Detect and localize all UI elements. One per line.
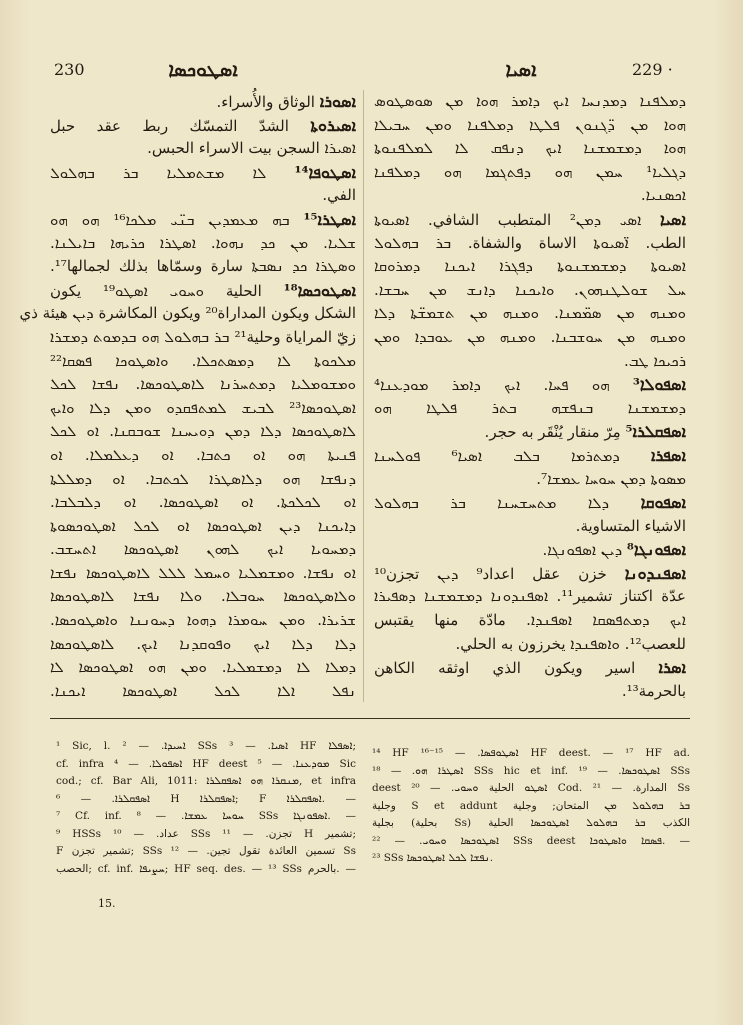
headword: ܐܣܦܢܕܘܢܐ	[624, 563, 686, 583]
footnote-rule	[50, 718, 690, 719]
headword: ܐܣܪܐ	[658, 658, 686, 678]
text-line: ܐܣܛܘܟܣܐ²³ ܠܒܝܫ ܠܡܬܦܩܕܘ ܘܡܢ ܕܠܐ ܘܐܝܟ	[50, 398, 356, 417]
column-divider	[363, 90, 364, 702]
text-line: ܗܘܐ ܕܡܫܡܫܢܐ ܐܝܟ ܕܢܦܩ ܠܐ ܠܡܠܦܢܘܬܐ	[374, 139, 686, 158]
text-line: الاشياء المتساوية.	[575, 516, 686, 535]
text-line	[374, 373, 686, 397]
line-text: ܗܘ ܦܚܐ. ܐܝܟ ܕܐܡܪ ܡܘܕܥܢܐ⁴	[374, 376, 633, 395]
line-text: مِرّ منقار يُنْقَر به حجر.	[484, 423, 626, 442]
headword: ܐܣܝܪܘܬܐ	[310, 115, 356, 135]
text-line: ܘܡܢܗ ܡܢ ܣܡ̈ܡܢܐ. ܘܡܢܗ ܡܢ ܬܫܡܫ̈ܬܐ ܕܠܐ	[374, 304, 686, 323]
text-line: ܕܓܠܝܐ¹ ܚܡܢ ܗܘ ܕܦܬܓܡܐ ܗܘ ܕܡܠܦܢܐ	[374, 162, 686, 181]
footnote-line: ²³ SSs ܢܦܫܐ ܠܟܠ ܐܣܛܘܟܣܐ.	[372, 852, 494, 864]
text-line: ܢܦܠ ܐܠܐ ܠܟܠ ܐܣܛܘܟܣܐ ܐܝܟܢܐ.	[50, 681, 356, 700]
text-line: عدّة اكتناز تشمير¹¹. ܐܣܦܢܕܘܢܐ ܕܡܫܡܫܢܐ ܕܣܦܝܪܐ	[374, 587, 686, 606]
footnote-line: F تشمير تجزن; SSs تسمين العائدة تقول تجين. — ¹² Ss	[56, 845, 357, 857]
headword: ܐܣܘܪܐ	[319, 92, 356, 111]
headword: ܐܣܛܪܐ¹⁵	[303, 209, 357, 229]
text-line: ܕܡܠܦܢܐ ܕܡܕܢܚܐ ܐܝܟ ܕܐܡܪ ܗܘܐ ܡܢ ܣܘܣܛܘܣ	[374, 92, 686, 110]
text-line	[374, 208, 686, 232]
headword: ܐܣܦܘܢܓܐ⁸	[626, 540, 686, 560]
page-number-left: 230	[54, 60, 85, 79]
text-line: ܡܠܟܘܬܐ ܠܐ ܕܡܣܬܟܠܐ. ܘܐܣܛܘܟܐ ܦܣܩܐ²²	[50, 351, 356, 370]
footnote-line: ܐܣܛܘܟܣܐ ܘܚܘܝ. — ²² SSs deest ܦܣܩܐ ܘܐܣܛܘܟܐ. —	[372, 834, 690, 847]
text-line: ܕܐܝܟܢܐ ܕܝܢ ܐܣܛܘܟܣܐ ܐܘ ܠܟܠ ܐܣܛܘܟܣܘܬܐ	[50, 516, 356, 535]
text-line: ܪܟܝܟܐ ܛܒ.	[624, 351, 686, 370]
right-column	[374, 90, 686, 703]
footnote-line: وجلية S et addunt ܒܪ ܒܗܠܘܠ ܡܢ المتحان; وجلية	[372, 799, 690, 812]
text-line: ܦܢܝܬܐ ܗܘ ܐܘ ܟܬܒܐ. ܐܘ ܕܥܠܡܠܐ. ܐܘ	[50, 445, 356, 464]
line-text: اسير ويكون الذي اوثقه الكاهن	[374, 659, 659, 678]
text-line	[374, 656, 686, 680]
text-line: بالحرمة¹³.	[621, 681, 686, 700]
headword: ܐܣܛܘܟܣܐ¹⁸	[283, 280, 356, 300]
running-title-left: ܐܣܛܘܟܣܐ	[168, 59, 238, 81]
line-text: خزن عقل اعداد⁹ ܕܝܢ تجزن¹⁰	[374, 564, 625, 583]
headword: ܐܣܦܩܠܪܐ⁵	[625, 422, 686, 442]
text-line: ܫܠܝܐ. ܡܢ ܟܕ ܢܗܘܐ. ܐܣܛܪܐ ܟܪܝܗܐ ܒܐܝܠܢܐ.	[50, 233, 356, 252]
text-line: ܐܝܟ ܕܡܬܦܣܩܐ ܐܣܦܢܕܐ. مادّة منها يقتبس	[374, 611, 686, 630]
footnote-line: ⁹ HSSs عداد. — ¹⁰ SSs تجزن. — ¹¹ H تشمير;	[56, 827, 357, 840]
footnote-line: الحصب; cf. inf. ܚܨܝܦܐ; HF seq. des. — ¹³ SSs بالحرم. —	[56, 862, 356, 875]
text-line: الشكل ويكون المداراة²⁰ ويكون المكاشرة ܕܝܢ هيئة ذي	[19, 304, 356, 323]
text-line: ܕܡܚܘܝܐ ܐܝܟ ܠܗܘܢ ܐܣܛܘܟܣܐ ܐܬܚܫܒ.	[50, 540, 356, 559]
text-line	[50, 90, 356, 114]
text-line: ܠܐܣܛܘܟܣܐ ܕܠܐ ܕܡܢ ܕܘܝܚܢܐ ܫܘܒܩܢܐ. ܐܘ ܠܟܠ	[50, 422, 356, 441]
text-line	[374, 562, 686, 586]
text-line: ܘܠܐܣܛܘܟܣܐ ܚܘܒܠܐ. ܘܠܐ ܢܦܫܐ ܠܐܣܛܘܟܣܐ	[50, 587, 356, 606]
text-line	[374, 491, 686, 515]
text-line: ܘܡܫܘܡܠܝܐ ܕܡܬܚܪܢܐ ܠܐܣܛܘܟܣܐ. ܢܦܫܐ ܠܟܠ	[50, 375, 356, 394]
headword: ܐܣܝܐ	[659, 209, 686, 229]
footnotes-left	[56, 738, 356, 878]
text-line: الفي.	[322, 186, 356, 205]
text-line	[374, 538, 686, 562]
footnote-line: deest ܐܣܛܘ الحلية ܘܚܘܝ. — ²⁰ Cod. المدارة. — ²¹ Ss	[372, 782, 690, 794]
text-line	[50, 114, 356, 138]
footnote-line: ⁷ Cf. inf. ܚܘܚܐ ܥܡܫܐ. — ⁸ SSs ܐܣܦܘܢܓܐ. —	[56, 810, 357, 822]
footnote-line: بجلية (بحلية Ss) الكذب ܒܪ ܒܗܠܘܠ ܐܣܛܘܟܣܐ الحلية	[372, 817, 691, 829]
text-line: ܕܡܠܐ ܠܐ ܕܡܫܡܠܝܐ. ܘܡܢ ܗܘ ܐܣܛܘܟܣܐ ܠܐ	[50, 658, 356, 677]
headword: ܐܣܦܘܩܐ	[640, 493, 686, 513]
running-title-right: ܐܣܝܐ	[505, 59, 537, 81]
line-text: الشدّ التمسّك ربط عقد حبل	[50, 116, 311, 135]
footnote-line: ¹ Sic, l. ܐܚܝܕܐ. — ² SSs ܐܣܝܐ. — ³ HF ܐܣܦܠܐ;	[56, 740, 357, 752]
text-line	[50, 279, 356, 303]
line-text: ܒܗ ܡܥܡܕܝܢ ܒܢ̈ܝ ܡܠܟܐ¹⁶ ܗܘ ܗܘ	[50, 210, 304, 229]
text-line: ܐܘ ܢܦܫܐ. ܘܡܫܡܠܝܐ ܘܚܡܠ ܠܠܠ ܠܐܣܛܘܟܣܐ ܢܦܫܐ	[50, 563, 356, 582]
headword: ܐܣܦܪܐ	[651, 445, 686, 465]
footnote-line: ¹⁴ HF ܐܣܛܘܦܣܐ. — ¹⁵⁻¹⁶ HF deest. — ¹⁷ HF ad.	[372, 747, 690, 759]
footnote-line: cf. infra ܐܣܦܘܠܐ. — ⁴ HF deest ܡܘܕܥܢܐ. — ⁵ Sic	[56, 757, 356, 770]
text-line	[50, 161, 356, 185]
text-line: للعصب¹². ܘܐܣܦܢܕܐ يخرزون به الحلي.	[455, 634, 686, 653]
line-text: الحلية ܘܚܘܝ ܐܣܛܘ¹⁹ يكون	[50, 281, 284, 300]
headword: ܐܣܛܘܦܐ¹⁴	[294, 162, 356, 182]
text-line: ܐܣܝܪܐ السجن بيت الاسراء الحبس.	[147, 139, 356, 158]
left-column	[19, 90, 357, 703]
headword: ܐܣܦܘܠܐ³	[632, 375, 686, 395]
line-text: ܐܣܝ ܕܡܢ² المتطبب الشافي. ܐܣܝܘܬܐ	[374, 210, 660, 229]
signature-mark: 15.	[98, 897, 116, 910]
text-line: ܗܘܐ ܡܢ ܕ̈ܓܢܘܢ ܦܠܛܐ ܕܡܠܦܢܐ ܘܡܢ ܚܒܝܠܐ	[374, 115, 686, 134]
text-line: ܘܡܢܗ ܡܢ ܚܘܫܒܢܐ. ܘܡܢܗ ܡܢ ܥܘܒܕܐ ܘܡܢ	[374, 327, 686, 346]
text-line: ܐܘ ܠܟܠܟܬܐ. ܐܘ ܐܣܛܘܟܣܐ. ܐܘ ܕܠܒܠܒܐ.	[50, 493, 356, 512]
text-line: ܫܪܝܪܐ. ܘܡܢ ܚܘܡܪܐ ܕܗܘܐ ܕܚܘܢܢܐ ܘܐܣܛܘܟܣܐ.	[50, 611, 356, 630]
line-text: ܕܝܢ ܐܣܦܘܢܓܐ.	[542, 541, 627, 560]
text-line: ܕܠܐ ܕܠܐ ܐܝܟ ܘܦܘܩܕܢܐ ܐܝܟ. ܠܐܣܛܘܟܣܐ	[50, 634, 356, 653]
text-line: ܡܣܘܬܐ ܕܡܢ ܚܘܚܐ ܥܡܫܐ⁷.	[536, 469, 686, 488]
text-line: ܐܟܣܢܝܐ.	[640, 186, 686, 205]
text-line: ܚܠ ܫܘܠܛܢܗܘܢ. ܘܐܝܟܢܐ ܕܐܢܫ ܡܢ ܚܒܫܐ.	[374, 280, 686, 299]
line-text: ܠܐ ܡܫܬܡܠܝܐ ܒܪ ܒܗܠܘܠ	[50, 163, 295, 182]
text-line	[374, 420, 686, 444]
text-line: زيّ المراياة وحلية²¹ ܒܪ ܒܗܠܘܠ ܗܘ ܒܕܡܘܬ ܕܡܫܪܐ	[50, 327, 356, 346]
text-line: الطب. ܐ̈ܣܝܘܬܐ الاساة والشفاة. ܒܪ ܒܗܠܘܠ	[374, 233, 686, 252]
footnote-line: cod.; cf. Bar Ali, 1011: ܡܢܩܪܐ ܗܘ ܐܣܦܩܠܪܐ, et infra	[56, 775, 356, 787]
footnotes-right	[372, 745, 690, 868]
page-number-right: 229 ·	[632, 60, 673, 79]
line-text: الوثاق والأُسراء.	[216, 93, 320, 111]
line-text: ܕܡܬܪܡܐ ܒܠܒ ܐܣܝܐ⁶ ܦܘܠܚܢܐ	[374, 446, 652, 465]
text-line	[50, 208, 356, 232]
text-line: ܕܢܦܫܐ ܗܘ ܕܠܐܣܛܪܐ ܠܟܬܒܐ. ܐܘ ܕܡܠܠܬܐ	[50, 469, 356, 488]
footnote-line: ܐܣܛܪܐ ܗܘ. — ¹⁸ SSs hic et inf. ܐܣܛܘܟܣܐ. — ¹⁹ SSs	[372, 764, 691, 777]
text-line: ܕܡܫܡܫܢܐ ܒܢܦܫܗ ܒܬܪ ܦܠܛܐ ܗܘ	[374, 398, 686, 417]
footnote-line: ܐܣܦܩܠܪܐ. — ⁶ H ܐܣܦܩܠܪܐ; F ܐܣܦܩܠܪܐ. —	[56, 792, 356, 805]
text-line	[374, 444, 686, 468]
line-text: ܕܠܐ ܡܬܚܫܚܢܐ ܒܪ ܒܗܠܘܠ	[374, 494, 641, 513]
text-line: ܐܣܝܘܬܐ ܕܡܫܡܫܢܘܬܐ ܕܦܓܪܐ ܐܝܟܢܐ ܕܡܪܘܩܐ	[374, 257, 686, 276]
text-line: ܘܣܛܪܐ ܟܕ ܢܣܒܬܐ سارة وسمّاها بذلك لجمالها¹⁷.	[50, 257, 356, 276]
